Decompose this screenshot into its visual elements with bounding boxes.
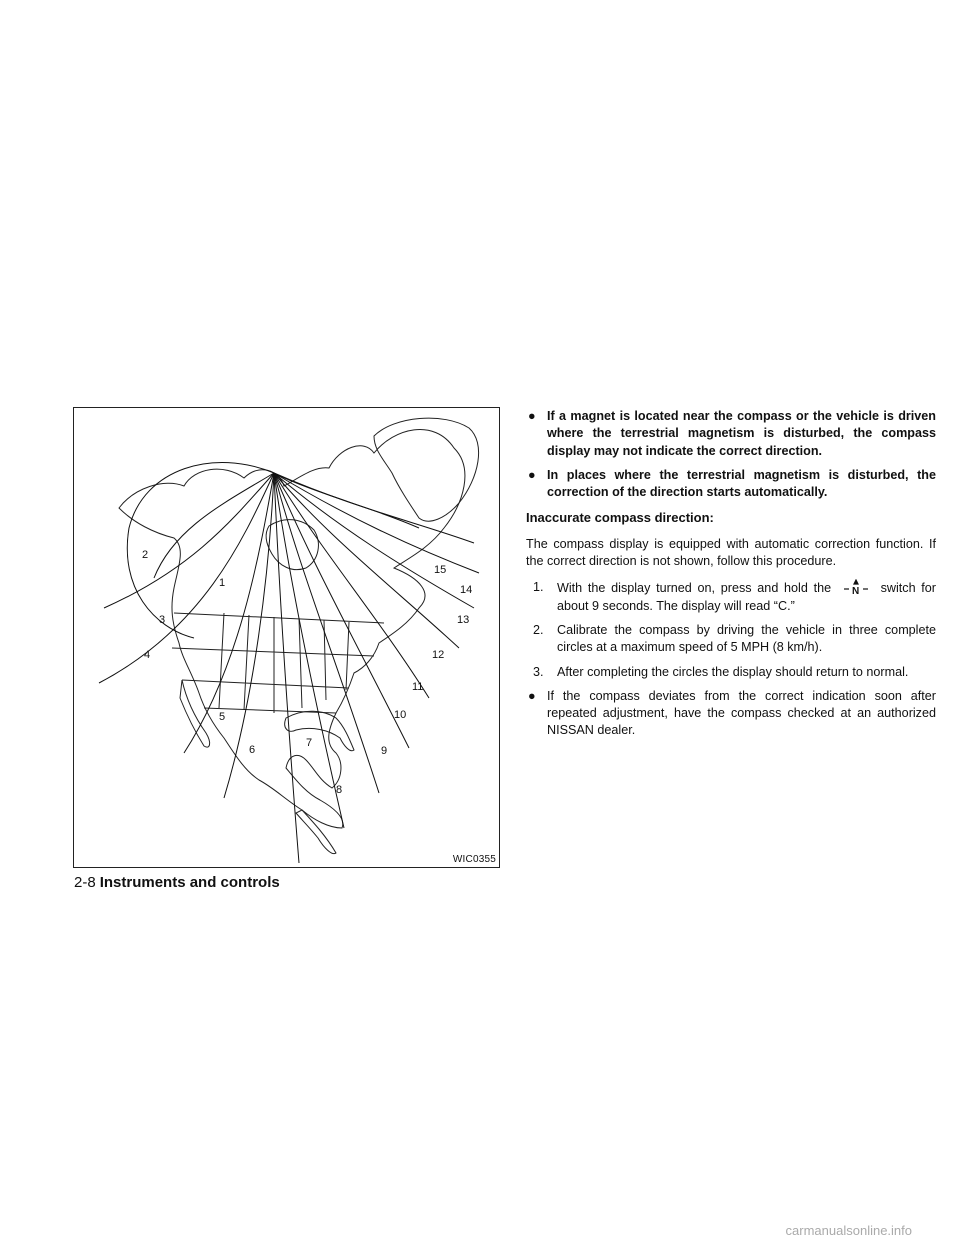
compass-zone-map — [73, 407, 500, 868]
zone-label-1: 1 — [219, 577, 226, 589]
watermark: carmanualsonline.info — [785, 1223, 912, 1238]
step-2 — [526, 622, 936, 657]
greenland-outline — [374, 418, 479, 521]
hudson-bay — [266, 520, 318, 570]
baja-outline — [180, 680, 210, 747]
central-america — [296, 810, 336, 854]
step-3 — [526, 664, 936, 681]
step-1 — [526, 579, 936, 615]
zone-label-15: 15 — [434, 564, 447, 576]
zone-label-9: 9 — [381, 745, 388, 757]
step-text-before: With the display turned on, press and hold the — [557, 581, 832, 596]
zone-label-11: 11 — [412, 681, 424, 693]
zone-label-12: 12 — [432, 649, 445, 661]
zone-label-14: 14 — [460, 584, 473, 596]
text-column — [526, 408, 936, 747]
page-number: 2-8 — [74, 874, 96, 891]
compass-switch-icon — [843, 579, 869, 595]
zone-label-2: 2 — [142, 549, 149, 561]
zone-map-drawing — [74, 408, 499, 867]
zone-label-4: 4 — [144, 649, 151, 661]
svg-text:N: N — [851, 586, 860, 596]
state-lines — [172, 613, 384, 713]
step-number: 3. — [533, 664, 544, 679]
section-heading: Inaccurate compass direction: — [526, 510, 714, 526]
step-number: 2. — [533, 622, 544, 637]
step-text: Calibrate the compass by driving the vehicle in three complete circles at a maximum speed of 5 MPH (8 km/h). — [557, 622, 936, 655]
warning-bullet-magnet — [526, 408, 936, 460]
zone-label-5: 5 — [219, 711, 226, 723]
zone-label-10: 10 — [394, 709, 407, 721]
section-title: Instruments and controls — [99, 874, 280, 891]
step-text: After completing the circles the display should return to normal. — [557, 664, 909, 679]
zone-label-3: 3 — [159, 614, 166, 626]
figure-code: WIC0355 — [452, 854, 496, 865]
zone-label-7: 7 — [306, 737, 313, 749]
bullet-glyph: ● — [528, 409, 536, 423]
intro-paragraph: The compass display is equipped with automatic correction function. If the correct direction is not shown, follow this procedure. — [526, 536, 936, 569]
step-text-after: switch for about 9 seconds. The display will read “C.” — [557, 581, 936, 613]
bullet-glyph: ● — [528, 688, 536, 703]
zone-label-8: 8 — [336, 784, 343, 796]
bullet-text: In places where the terrestrial magnetism is disturbed, the correction of the direction starts automatically. — [547, 467, 936, 500]
zone-label-6: 6 — [249, 744, 256, 756]
bullet-text: If the compass deviates from the correct indication soon after repeated adjustment, have the compass checked at an authorized NISSAN dealer. — [547, 688, 936, 738]
zone-label-13: 13 — [457, 614, 470, 626]
warning-bullet-auto-correction — [526, 467, 936, 502]
page-footer — [74, 874, 280, 891]
bullet-glyph: ● — [528, 467, 536, 482]
bullet-text: If a magnet is located near the compass or the vehicle is driven where the terrestrial magnetism is disturbed, the compass display may not indicate the correct direction. — [547, 409, 936, 458]
note-bullet-dealer — [526, 688, 936, 740]
step-number: 1. — [533, 580, 544, 595]
